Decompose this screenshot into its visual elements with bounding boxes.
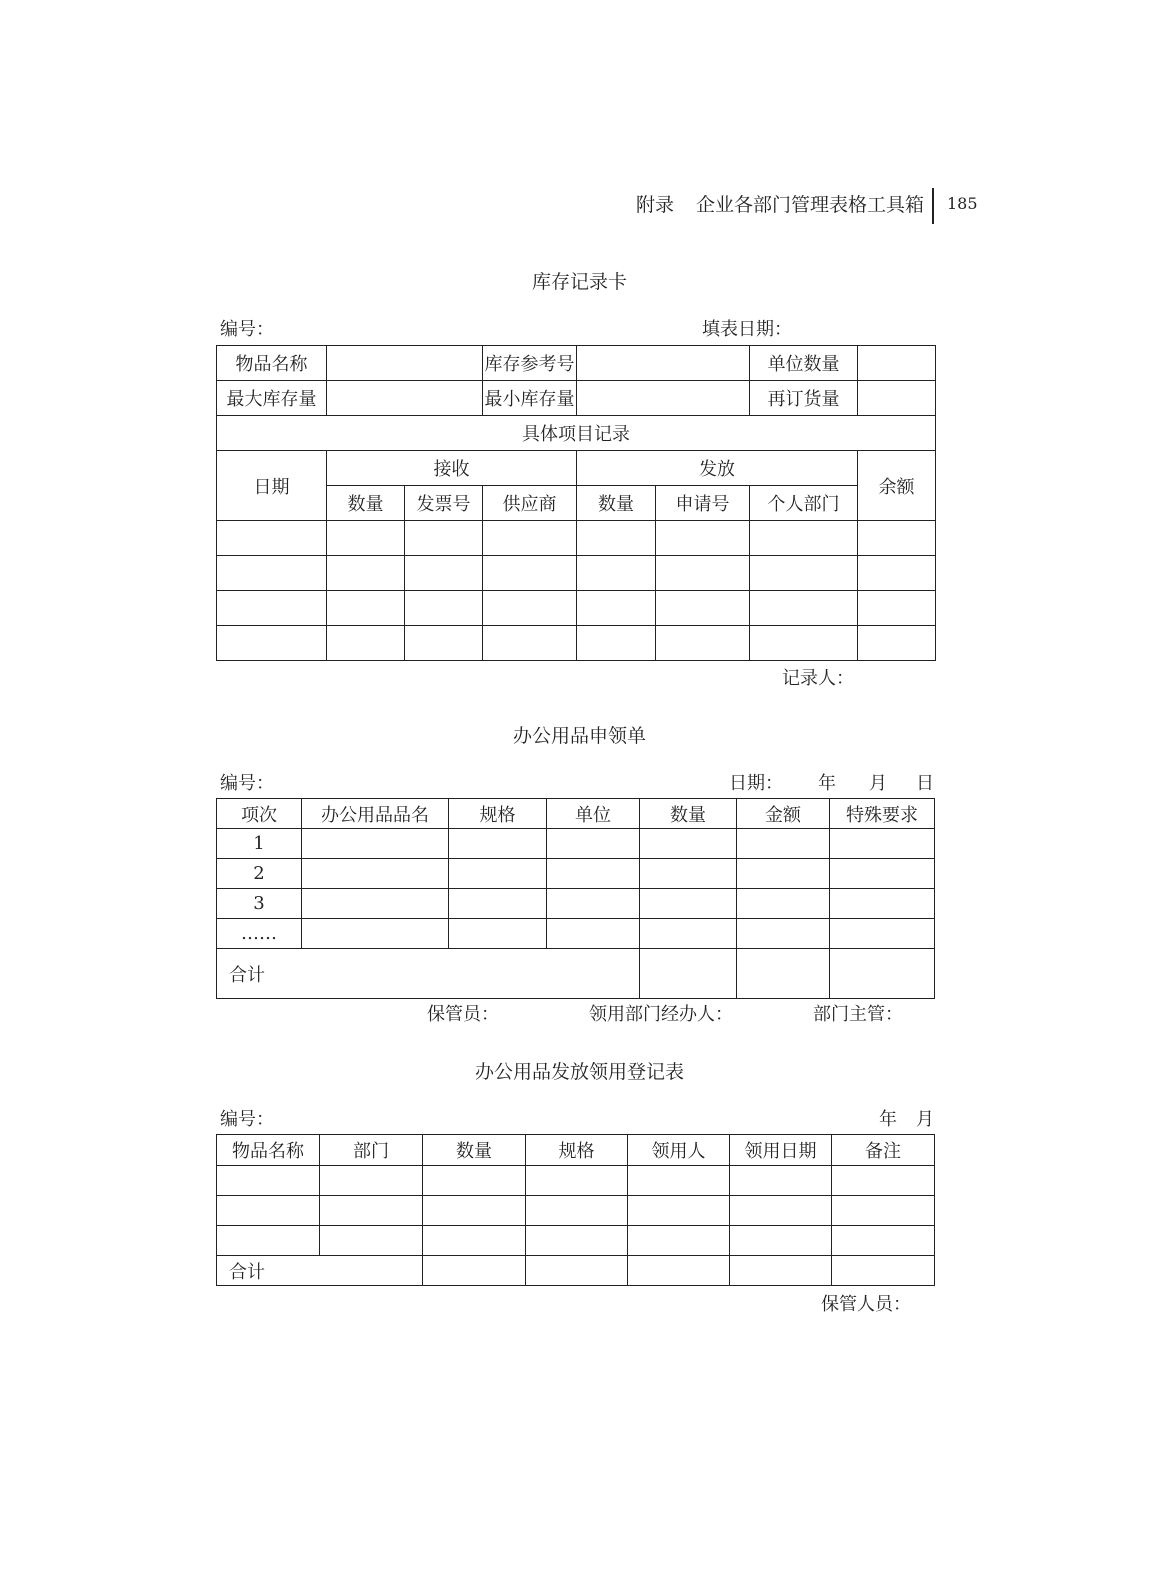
spec-header: 规格: [449, 799, 547, 829]
table-cell[interactable]: [640, 859, 737, 889]
table-cell[interactable]: [730, 1166, 832, 1196]
table-row: [217, 556, 936, 591]
form2-number-label: 编号：: [220, 773, 274, 794]
amount-header: 金额: [737, 799, 830, 829]
min-stock-field[interactable]: [577, 381, 750, 416]
form2-title: 办公用品申领单: [512, 725, 646, 747]
supply-issue-register-table: [216, 1134, 935, 1286]
stock-ref-field[interactable]: [577, 346, 750, 381]
supervisor-label: 部门主管：: [813, 1004, 903, 1025]
stock-ref-label: 库存参考号: [483, 346, 577, 381]
col-balance-header: 余额: [858, 451, 936, 521]
table-cell[interactable]: [830, 889, 935, 919]
table-row: [217, 859, 935, 889]
table-cell[interactable]: [327, 591, 405, 626]
running-header: [636, 190, 924, 217]
table-cell[interactable]: [217, 591, 327, 626]
spec-header: 规格: [526, 1135, 628, 1166]
table-cell[interactable]: [302, 859, 449, 889]
table-cell[interactable]: [656, 556, 750, 591]
table-cell[interactable]: [737, 889, 830, 919]
form2-month: 月: [869, 773, 887, 794]
header-divider: [932, 188, 934, 224]
total-row: [217, 949, 935, 999]
special-req-header: 特殊要求: [830, 799, 935, 829]
table-cell[interactable]: [423, 1166, 526, 1196]
header-section: 附录: [636, 194, 675, 216]
table-cell[interactable]: [547, 919, 640, 949]
unit-header: 单位: [547, 799, 640, 829]
table-cell[interactable]: [832, 1256, 935, 1286]
total-special-cell[interactable]: [830, 949, 935, 999]
table-cell[interactable]: [547, 859, 640, 889]
table-cell[interactable]: [656, 591, 750, 626]
reorder-qty-label: 再订货量: [750, 381, 858, 416]
issue-group-header: 发放: [577, 451, 858, 486]
table-cell[interactable]: [320, 1196, 423, 1226]
table-cell[interactable]: [830, 829, 935, 859]
receive-qty-header: 数量: [327, 486, 405, 521]
table-cell[interactable]: [526, 1196, 628, 1226]
request-no-header: 申请号: [656, 486, 750, 521]
page-number: 185: [947, 194, 978, 213]
table-cell[interactable]: [449, 829, 547, 859]
table-row: [217, 919, 935, 949]
table-cell[interactable]: [832, 1226, 935, 1256]
total-label: 合计: [217, 949, 640, 999]
total-amount-cell[interactable]: [737, 949, 830, 999]
total-row: [217, 1256, 935, 1286]
table-cell[interactable]: [483, 521, 577, 556]
table-cell[interactable]: [628, 1226, 730, 1256]
table-cell[interactable]: [423, 1196, 526, 1226]
max-stock-field[interactable]: [327, 381, 483, 416]
table-cell[interactable]: [730, 1196, 832, 1226]
row-number: 2: [217, 859, 302, 889]
col-date-header: 日期: [217, 451, 327, 521]
table-cell[interactable]: [737, 829, 830, 859]
table-row: [217, 889, 935, 919]
table-cell[interactable]: [320, 1226, 423, 1256]
total-quantity-cell[interactable]: [423, 1256, 526, 1286]
table-cell[interactable]: [320, 1166, 423, 1196]
quantity-header: 数量: [423, 1135, 526, 1166]
header-book-title: 企业各部门管理表格工具箱: [696, 194, 925, 216]
table-cell[interactable]: [405, 626, 483, 661]
form1-date-label: 填表日期：: [702, 319, 792, 340]
table-cell[interactable]: [302, 919, 449, 949]
department-header: 个人部门: [750, 486, 858, 521]
table-cell[interactable]: [858, 626, 936, 661]
form2-date-label: 日期：: [729, 773, 783, 794]
form2-year: 年: [818, 773, 836, 794]
custodian-label: 保管人员：: [821, 1294, 911, 1315]
table-cell[interactable]: [577, 591, 656, 626]
remarks-header: 备注: [832, 1135, 935, 1166]
table-cell[interactable]: [327, 626, 405, 661]
table-cell[interactable]: [327, 556, 405, 591]
table-cell[interactable]: [526, 1226, 628, 1256]
table-cell[interactable]: [405, 591, 483, 626]
row-number: 1: [217, 829, 302, 859]
table-cell[interactable]: [217, 556, 327, 591]
supply-name-header: 办公用品品名: [302, 799, 449, 829]
supply-request-table: [216, 798, 935, 999]
receive-group-header: 接收: [327, 451, 577, 486]
row-number: ……: [217, 919, 302, 949]
table-cell[interactable]: [640, 829, 737, 859]
table-cell[interactable]: [217, 1166, 320, 1196]
table-cell[interactable]: [547, 889, 640, 919]
table-cell[interactable]: [327, 521, 405, 556]
table-cell[interactable]: [628, 1196, 730, 1226]
keeper-label: 保管员：: [427, 1004, 499, 1025]
department-header: 部门: [320, 1135, 423, 1166]
table-cell[interactable]: [405, 521, 483, 556]
table-cell[interactable]: [217, 521, 327, 556]
form3-year: 年: [879, 1109, 897, 1130]
table-row: [217, 626, 936, 661]
table-cell[interactable]: [750, 626, 858, 661]
table-cell[interactable]: [577, 556, 656, 591]
table-cell[interactable]: [640, 889, 737, 919]
table-cell[interactable]: [423, 1226, 526, 1256]
table-cell[interactable]: [483, 591, 577, 626]
table-cell[interactable]: [449, 919, 547, 949]
table-cell[interactable]: [547, 829, 640, 859]
quantity-header: 数量: [640, 799, 737, 829]
issue-qty-header: 数量: [577, 486, 656, 521]
table-cell[interactable]: [449, 859, 547, 889]
table-cell[interactable]: [737, 859, 830, 889]
row-number: 3: [217, 889, 302, 919]
max-stock-label: 最大库存量: [217, 381, 327, 416]
table-row: [217, 591, 936, 626]
table-cell[interactable]: [832, 1196, 935, 1226]
table-cell[interactable]: [577, 626, 656, 661]
table-cell[interactable]: [526, 1256, 628, 1286]
table-cell[interactable]: [302, 889, 449, 919]
form2-day: 日: [916, 773, 934, 794]
table-cell[interactable]: [737, 919, 830, 949]
form3-number-label: 编号：: [220, 1109, 274, 1130]
table-cell[interactable]: [830, 919, 935, 949]
table-row: [217, 1196, 935, 1226]
table-row: [217, 1226, 935, 1256]
table-cell[interactable]: [750, 556, 858, 591]
table-cell[interactable]: [526, 1166, 628, 1196]
table-cell[interactable]: [217, 626, 327, 661]
table-row: [217, 829, 935, 859]
table-cell[interactable]: [217, 1196, 320, 1226]
issue-date-header: 领用日期: [730, 1135, 832, 1166]
table-cell[interactable]: [628, 1166, 730, 1196]
handler-label: 领用部门经办人：: [589, 1004, 733, 1025]
table-cell[interactable]: [858, 521, 936, 556]
min-stock-label: 最小库存量: [483, 381, 577, 416]
table-cell[interactable]: [628, 1256, 730, 1286]
supplier-header: 供应商: [483, 486, 577, 521]
recorder-label: 记录人：: [782, 668, 854, 689]
table-cell[interactable]: [577, 521, 656, 556]
form3-month: 月: [916, 1109, 934, 1130]
table-cell[interactable]: [832, 1166, 935, 1196]
form3-title: 办公用品发放领用登记表: [474, 1061, 684, 1083]
table-cell[interactable]: [217, 1226, 320, 1256]
form1-number-label: 编号：: [220, 319, 274, 340]
total-label: 合计: [217, 1256, 423, 1286]
table-cell[interactable]: [405, 556, 483, 591]
invoice-no-header: 发票号: [405, 486, 483, 521]
table-cell[interactable]: [830, 859, 935, 889]
table-cell[interactable]: [730, 1226, 832, 1256]
table-cell[interactable]: [730, 1256, 832, 1286]
table-cell[interactable]: [750, 591, 858, 626]
table-cell[interactable]: [858, 591, 936, 626]
form1-title: 库存记录卡: [531, 271, 627, 293]
table-cell[interactable]: [656, 626, 750, 661]
unit-qty-field[interactable]: [858, 346, 936, 381]
total-quantity-cell[interactable]: [640, 949, 737, 999]
table-cell[interactable]: [640, 919, 737, 949]
table-cell[interactable]: [449, 889, 547, 919]
item-name-header: 物品名称: [217, 1135, 320, 1166]
detail-records-header: 具体项目记录: [217, 416, 936, 451]
table-row: [217, 1166, 935, 1196]
reorder-qty-field[interactable]: [858, 381, 936, 416]
table-cell[interactable]: [750, 521, 858, 556]
unit-qty-label: 单位数量: [750, 346, 858, 381]
table-row: [217, 521, 936, 556]
table-cell[interactable]: [858, 556, 936, 591]
recipient-header: 领用人: [628, 1135, 730, 1166]
item-name-field[interactable]: [327, 346, 483, 381]
inventory-card-table: [216, 345, 936, 661]
table-cell[interactable]: [483, 626, 577, 661]
item-no-header: 项次: [217, 799, 302, 829]
item-name-label: 物品名称: [217, 346, 327, 381]
table-cell[interactable]: [302, 829, 449, 859]
table-cell[interactable]: [656, 521, 750, 556]
table-cell[interactable]: [483, 556, 577, 591]
